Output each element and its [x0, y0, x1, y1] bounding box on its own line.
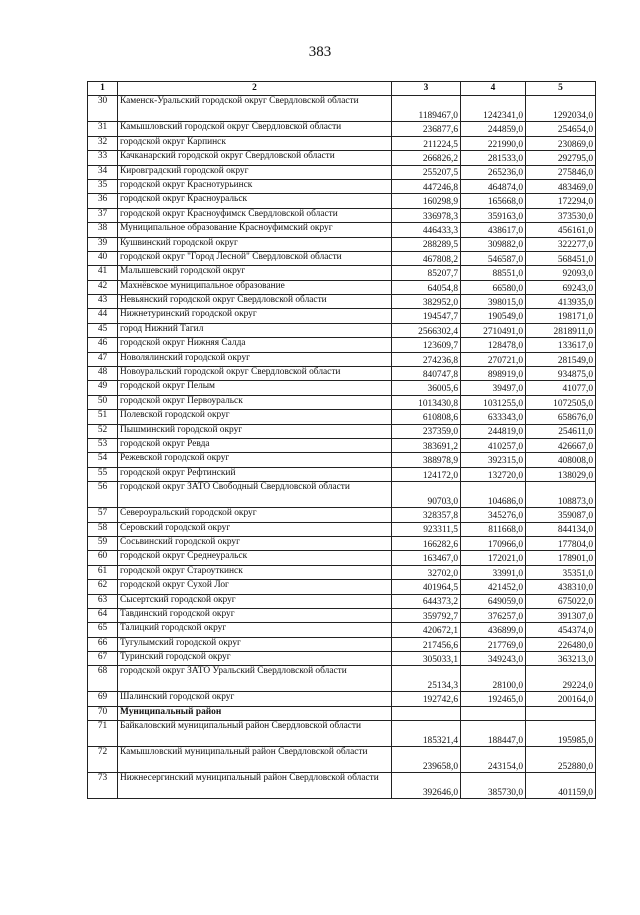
value-col5-cell: 172294,0: [526, 194, 596, 208]
municipality-name-cell: городской округ Пелым: [118, 381, 392, 395]
value-col3-cell: 2566302,4: [392, 323, 461, 337]
row-number-cell: 49: [88, 381, 118, 395]
value-col4-cell: 165668,0: [461, 194, 526, 208]
table-row: [88, 692, 596, 706]
value-col3-cell: 1189467,0: [392, 96, 461, 122]
table-row: [88, 323, 596, 337]
municipality-name-cell: городской округ Среднеуральск: [118, 551, 392, 565]
value-col5-cell: 226480,0: [526, 637, 596, 651]
municipality-name-cell: Камышловский городской округ Свердловской области: [118, 122, 392, 136]
value-col4-cell: 265236,0: [461, 165, 526, 179]
column-header-1: 1: [88, 82, 118, 96]
value-col4-cell: 66580,0: [461, 280, 526, 294]
value-col3-cell: 840747,8: [392, 367, 461, 381]
table-row: [88, 424, 596, 438]
value-col4-cell: 270721,0: [461, 352, 526, 366]
value-col4-cell: 633343,0: [461, 410, 526, 424]
value-col4-cell: 217769,0: [461, 637, 526, 651]
value-col5-cell: 138029,0: [526, 467, 596, 481]
value-col3-cell: 644373,2: [392, 594, 461, 608]
value-col5-cell: 456161,0: [526, 223, 596, 237]
value-col5-cell: 281549,0: [526, 352, 596, 366]
value-col5-cell: 252880,0: [526, 747, 596, 773]
value-col3-cell: 266826,2: [392, 151, 461, 165]
table-row: [88, 122, 596, 136]
table-row: [88, 594, 596, 608]
value-col3-cell: 420672,1: [392, 623, 461, 637]
row-number-cell: 52: [88, 424, 118, 438]
value-col3-cell: 359792,7: [392, 608, 461, 622]
value-col4-cell: 309882,0: [461, 237, 526, 251]
table-row: [88, 237, 596, 251]
municipality-name-cell: Тавдинский городской округ: [118, 608, 392, 622]
value-col4-cell: 464874,0: [461, 179, 526, 193]
value-col3-cell: 392646,0: [392, 773, 461, 799]
column-header-5: 5: [526, 82, 596, 96]
table-row: [88, 608, 596, 622]
row-number-cell: 48: [88, 367, 118, 381]
value-col3-cell: 217456,6: [392, 637, 461, 651]
value-col4-cell: 170966,0: [461, 536, 526, 550]
table-row: [88, 551, 596, 565]
value-col3-cell: 64054,8: [392, 280, 461, 294]
row-number-cell: 31: [88, 122, 118, 136]
table-row: [88, 652, 596, 666]
value-col3-cell: 25134,3: [392, 666, 461, 692]
value-col5-cell: 426667,0: [526, 438, 596, 452]
value-col5-cell: 658676,0: [526, 410, 596, 424]
row-number-cell: 37: [88, 208, 118, 222]
value-col5-cell: 359087,0: [526, 508, 596, 522]
value-col3-cell: 446433,3: [392, 223, 461, 237]
value-col4-cell: 436899,0: [461, 623, 526, 637]
row-number-cell: 56: [88, 482, 118, 508]
value-col3-cell: 255207,5: [392, 165, 461, 179]
value-col5-cell: 200164,0: [526, 692, 596, 706]
municipality-name-cell: Туринский городской округ: [118, 652, 392, 666]
row-number-cell: 50: [88, 395, 118, 409]
municipality-name-cell: Малышевский городской округ: [118, 266, 392, 280]
value-col3-cell: 239658,0: [392, 747, 461, 773]
value-col4-cell: 385730,0: [461, 773, 526, 799]
municipality-name-cell: Талицкий городской округ: [118, 623, 392, 637]
table-row: [88, 747, 596, 773]
value-col5-cell: 373530,0: [526, 208, 596, 222]
value-col3-cell: 383691,2: [392, 438, 461, 452]
value-col3-cell: 185321,4: [392, 721, 461, 747]
value-col4-cell: 88551,0: [461, 266, 526, 280]
municipality-name-cell: Байкаловский муниципальный район Свердловской области: [118, 721, 392, 747]
municipality-name-cell: городской округ Сухой Лог: [118, 580, 392, 594]
value-col4-cell: 421452,0: [461, 580, 526, 594]
municipality-name-cell: городской округ Красноуральск: [118, 194, 392, 208]
value-col5-cell: 483469,0: [526, 179, 596, 193]
value-col5-cell: 2818911,0: [526, 323, 596, 337]
municipality-name-cell: городской округ Красноуфимск Свердловской области: [118, 208, 392, 222]
row-number-cell: 43: [88, 295, 118, 309]
value-col3-cell: 211224,5: [392, 136, 461, 150]
table-row: [88, 637, 596, 651]
municipality-name-cell: Режевской городской округ: [118, 453, 392, 467]
value-col3-cell: 160298,9: [392, 194, 461, 208]
municipality-name-cell: городской округ ЗАТО Свободный Свердловской области: [118, 482, 392, 508]
value-col4-cell: 33991,0: [461, 565, 526, 579]
row-number-cell: 45: [88, 323, 118, 337]
row-number-cell: 72: [88, 747, 118, 773]
table-row: [88, 482, 596, 508]
table-row: [88, 522, 596, 536]
municipality-name-cell: городской округ "Город Лесной" Свердловской области: [118, 251, 392, 265]
table-row: [88, 352, 596, 366]
value-col4-cell: 221990,0: [461, 136, 526, 150]
municipality-name-cell: Кировградский городской округ: [118, 165, 392, 179]
value-col5-cell: 29224,0: [526, 666, 596, 692]
municipality-name-cell: город Нижний Тагил: [118, 323, 392, 337]
row-number-cell: 40: [88, 251, 118, 265]
value-col4-cell: 811668,0: [461, 522, 526, 536]
value-col4-cell: 128478,0: [461, 338, 526, 352]
value-col3-cell: 236877,6: [392, 122, 461, 136]
column-header-2: 2: [118, 82, 392, 96]
value-col3-cell: 123609,7: [392, 338, 461, 352]
table-row: [88, 721, 596, 747]
row-number-cell: 30: [88, 96, 118, 122]
column-header-4: 4: [461, 82, 526, 96]
municipality-name-cell: Новолялинский городской округ: [118, 352, 392, 366]
value-col3-cell: 274236,8: [392, 352, 461, 366]
row-number-cell: 69: [88, 692, 118, 706]
row-number-cell: 44: [88, 309, 118, 323]
value-col3-cell: 1013430,8: [392, 395, 461, 409]
value-col3-cell: 237359,0: [392, 424, 461, 438]
value-col4-cell: 359163,0: [461, 208, 526, 222]
value-col3-cell: 923311,5: [392, 522, 461, 536]
row-number-cell: 35: [88, 179, 118, 193]
table-row: [88, 179, 596, 193]
municipality-name-cell: Сысертский городской округ: [118, 594, 392, 608]
value-col4-cell: 244859,0: [461, 122, 526, 136]
value-col3-cell: 336978,3: [392, 208, 461, 222]
row-number-cell: 66: [88, 637, 118, 651]
row-number-cell: 42: [88, 280, 118, 294]
value-col5-cell: 844134,0: [526, 522, 596, 536]
municipality-name-cell: Нижнесергинский муниципальный район Свердловской области: [118, 773, 392, 799]
row-number-cell: 51: [88, 410, 118, 424]
municipality-name-cell: Шалинский городской округ: [118, 692, 392, 706]
value-col5-cell: 69243,0: [526, 280, 596, 294]
value-col3-cell: [392, 706, 461, 720]
value-col4-cell: 28100,0: [461, 666, 526, 692]
table-row: [88, 395, 596, 409]
municipality-name-cell: городской округ Нижняя Салда: [118, 338, 392, 352]
row-number-cell: 60: [88, 551, 118, 565]
value-col5-cell: 198171,0: [526, 309, 596, 323]
table-row: [88, 280, 596, 294]
value-col5-cell: 1292034,0: [526, 96, 596, 122]
value-col4-cell: 243154,0: [461, 747, 526, 773]
row-number-cell: 39: [88, 237, 118, 251]
value-col3-cell: 85207,7: [392, 266, 461, 280]
municipality-name-cell: городской округ ЗАТО Уральский Свердловской области: [118, 666, 392, 692]
value-col4-cell: 132720,0: [461, 467, 526, 481]
value-col5-cell: 934875,0: [526, 367, 596, 381]
table-row: [88, 580, 596, 594]
table-row: [88, 208, 596, 222]
table-row: [88, 666, 596, 692]
value-col4-cell: 192465,0: [461, 692, 526, 706]
row-number-cell: 34: [88, 165, 118, 179]
value-col4-cell: 104686,0: [461, 482, 526, 508]
value-col5-cell: 363213,0: [526, 652, 596, 666]
value-col3-cell: 124172,0: [392, 467, 461, 481]
municipality-name-cell: Камышловский муниципальный район Свердловской области: [118, 747, 392, 773]
value-col4-cell: 349243,0: [461, 652, 526, 666]
value-col5-cell: 322277,0: [526, 237, 596, 251]
row-number-cell: 54: [88, 453, 118, 467]
value-col5-cell: 401159,0: [526, 773, 596, 799]
table-row: [88, 295, 596, 309]
value-col4-cell: 188447,0: [461, 721, 526, 747]
value-col5-cell: 41077,0: [526, 381, 596, 395]
table-row: [88, 223, 596, 237]
table-row: [88, 367, 596, 381]
municipality-name-cell: городской округ Краснотурьинск: [118, 179, 392, 193]
row-number-cell: 53: [88, 438, 118, 452]
table-row: [88, 773, 596, 799]
table-row: [88, 165, 596, 179]
table-row: [88, 381, 596, 395]
row-number-cell: 55: [88, 467, 118, 481]
value-col5-cell: 438310,0: [526, 580, 596, 594]
value-col5-cell: 133617,0: [526, 338, 596, 352]
value-col3-cell: 32702,0: [392, 565, 461, 579]
value-col4-cell: 345276,0: [461, 508, 526, 522]
column-header-3: 3: [392, 82, 461, 96]
value-col5-cell: 177804,0: [526, 536, 596, 550]
value-col3-cell: 288289,5: [392, 237, 461, 251]
municipality-name-cell: Муниципальный район: [118, 706, 392, 720]
value-col5-cell: 1072505,0: [526, 395, 596, 409]
value-col4-cell: 438617,0: [461, 223, 526, 237]
row-number-cell: 62: [88, 580, 118, 594]
municipality-name-cell: Североуральский городской округ: [118, 508, 392, 522]
municipality-name-cell: Сосьвинский городской округ: [118, 536, 392, 550]
row-number-cell: 59: [88, 536, 118, 550]
row-number-cell: 32: [88, 136, 118, 150]
value-col5-cell: 92093,0: [526, 266, 596, 280]
value-col3-cell: 388978,9: [392, 453, 461, 467]
value-col4-cell: 172021,0: [461, 551, 526, 565]
page-number: 383: [308, 44, 332, 60]
table-body: [88, 96, 596, 799]
table-row: [88, 508, 596, 522]
value-col3-cell: 166282,6: [392, 536, 461, 550]
table-row: [88, 453, 596, 467]
value-col4-cell: [461, 706, 526, 720]
value-col5-cell: 195985,0: [526, 721, 596, 747]
value-col5-cell: 254654,0: [526, 122, 596, 136]
value-col4-cell: 1242341,0: [461, 96, 526, 122]
row-number-cell: 58: [88, 522, 118, 536]
value-col4-cell: 190549,0: [461, 309, 526, 323]
table-row: [88, 410, 596, 424]
municipality-name-cell: городской округ Рефтинский: [118, 467, 392, 481]
value-col3-cell: 610808,6: [392, 410, 461, 424]
table-header-row: [88, 82, 596, 96]
row-number-cell: 64: [88, 608, 118, 622]
municipality-name-cell: городской округ Первоуральск: [118, 395, 392, 409]
value-col3-cell: 192742,6: [392, 692, 461, 706]
value-col5-cell: 568451,0: [526, 251, 596, 265]
table-row: [88, 623, 596, 637]
value-col3-cell: 328357,8: [392, 508, 461, 522]
value-col3-cell: 447246,8: [392, 179, 461, 193]
budget-table: [87, 81, 596, 799]
value-col4-cell: 398015,0: [461, 295, 526, 309]
municipality-name-cell: городской округ Ревда: [118, 438, 392, 452]
value-col5-cell: 275846,0: [526, 165, 596, 179]
municipality-name-cell: городской округ Карпинск: [118, 136, 392, 150]
value-col5-cell: 454374,0: [526, 623, 596, 637]
table-row: [88, 96, 596, 122]
row-number-cell: 73: [88, 773, 118, 799]
municipality-name-cell: Качканарский городской округ Свердловской области: [118, 151, 392, 165]
row-number-cell: 57: [88, 508, 118, 522]
value-col4-cell: 410257,0: [461, 438, 526, 452]
value-col4-cell: 39497,0: [461, 381, 526, 395]
table-row: [88, 565, 596, 579]
value-col4-cell: 392315,0: [461, 453, 526, 467]
value-col5-cell: 391307,0: [526, 608, 596, 622]
table-row: [88, 438, 596, 452]
value-col4-cell: 1031255,0: [461, 395, 526, 409]
value-col4-cell: 649059,0: [461, 594, 526, 608]
value-col5-cell: 408008,0: [526, 453, 596, 467]
value-col5-cell: 178901,0: [526, 551, 596, 565]
table-row: [88, 251, 596, 265]
table-row: [88, 467, 596, 481]
table-row: [88, 706, 596, 720]
municipality-name-cell: Невьянский городской округ Свердловской области: [118, 295, 392, 309]
row-number-cell: 63: [88, 594, 118, 608]
municipality-name-cell: Полевской городской округ: [118, 410, 392, 424]
value-col5-cell: 675022,0: [526, 594, 596, 608]
value-col4-cell: 281533,0: [461, 151, 526, 165]
value-col3-cell: 401964,5: [392, 580, 461, 594]
table-row: [88, 151, 596, 165]
municipality-name-cell: Тугулымский городской округ: [118, 637, 392, 651]
municipality-name-cell: Новоуральский городской округ Свердловской области: [118, 367, 392, 381]
row-number-cell: 67: [88, 652, 118, 666]
table-row: [88, 536, 596, 550]
table-row: [88, 136, 596, 150]
row-number-cell: 36: [88, 194, 118, 208]
row-number-cell: 65: [88, 623, 118, 637]
value-col3-cell: 467808,2: [392, 251, 461, 265]
table-row: [88, 309, 596, 323]
value-col3-cell: 163467,0: [392, 551, 461, 565]
table-row: [88, 266, 596, 280]
value-col4-cell: 898919,0: [461, 367, 526, 381]
row-number-cell: 70: [88, 706, 118, 720]
value-col4-cell: 546587,0: [461, 251, 526, 265]
row-number-cell: 38: [88, 223, 118, 237]
municipality-name-cell: Кушвинский городской округ: [118, 237, 392, 251]
value-col3-cell: 36005,6: [392, 381, 461, 395]
municipality-name-cell: Серовский городской округ: [118, 522, 392, 536]
value-col4-cell: 244819,0: [461, 424, 526, 438]
value-col3-cell: 305033,1: [392, 652, 461, 666]
value-col5-cell: 230869,0: [526, 136, 596, 150]
municipality-name-cell: Нижнетуринский городской округ: [118, 309, 392, 323]
value-col4-cell: 2710491,0: [461, 323, 526, 337]
municipality-name-cell: Махнёвское муниципальное образование: [118, 280, 392, 294]
table-row: [88, 338, 596, 352]
row-number-cell: 46: [88, 338, 118, 352]
value-col3-cell: 382952,0: [392, 295, 461, 309]
municipality-name-cell: Муниципальное образование Красноуфимский округ: [118, 223, 392, 237]
value-col5-cell: 35351,0: [526, 565, 596, 579]
row-number-cell: 47: [88, 352, 118, 366]
value-col5-cell: 254611,0: [526, 424, 596, 438]
municipality-name-cell: Каменск-Уральский городской округ Свердловской области: [118, 96, 392, 122]
row-number-cell: 71: [88, 721, 118, 747]
municipality-name-cell: городской округ Староуткинск: [118, 565, 392, 579]
value-col5-cell: 292795,0: [526, 151, 596, 165]
value-col5-cell: [526, 706, 596, 720]
row-number-cell: 33: [88, 151, 118, 165]
value-col5-cell: 108873,0: [526, 482, 596, 508]
row-number-cell: 68: [88, 666, 118, 692]
value-col4-cell: 376257,0: [461, 608, 526, 622]
value-col5-cell: 413935,0: [526, 295, 596, 309]
value-col3-cell: 194547,7: [392, 309, 461, 323]
row-number-cell: 41: [88, 266, 118, 280]
municipality-name-cell: Пышминский городской округ: [118, 424, 392, 438]
value-col3-cell: 90703,0: [392, 482, 461, 508]
table-row: [88, 194, 596, 208]
row-number-cell: 61: [88, 565, 118, 579]
